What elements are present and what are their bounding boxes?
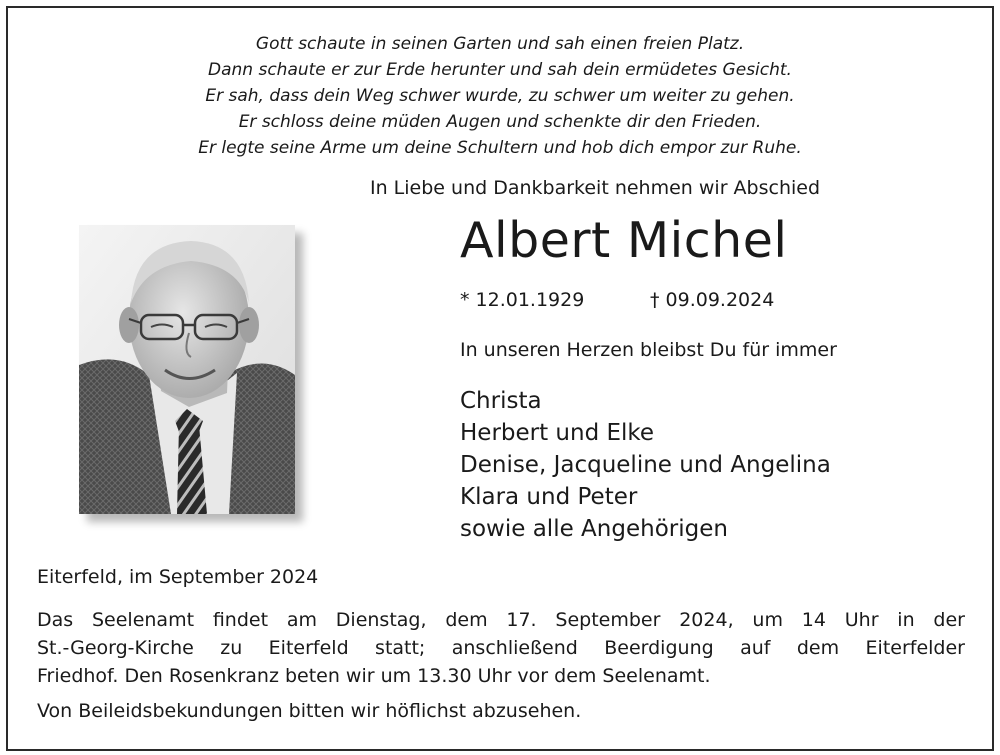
farewell-intro: In Liebe und Dankbarkeit nehmen wir Abschied [370,177,821,199]
life-dates [460,289,775,311]
mourner-name: Denise, Jacqueline und Angelina [460,452,831,478]
condolence-request: Von Beileidsbekundungen bitten wir höflichst abzusehen. [37,700,582,722]
place-and-date: Eiterfeld, im September 2024 [37,566,319,588]
mourners-list [460,385,831,545]
notice-line: St.-Georg-Kirche zu Eiterfeld statt; anschließend Beerdigung auf dem Eiterfelder [37,637,965,659]
poem-line: Dann schaute er zur Erde herunter und sah dein ermüdetes Gesicht. [208,60,792,80]
poem-line: Er schloss deine müden Augen und schenkte dir den Frieden. [238,112,762,132]
portrait-photo [79,225,295,514]
poem-line: Er sah, dass dein Weg schwer wurde, zu schwer um weiter zu gehen. [205,86,795,106]
poem-line: Er legte seine Arme um deine Schultern und hob dich empor zur Ruhe. [198,138,802,158]
poem [0,31,1000,161]
mourner-name: Christa [460,388,542,414]
notice-line: Das Seelenamt findet am Dienstag, dem 17. September 2024, um 14 Uhr in der [37,609,965,631]
mourner-name: Klara und Peter [460,484,638,510]
poem-line: Gott schaute in seinen Garten und sah einen freien Platz. [255,34,745,54]
deceased-name: Albert Michel [460,212,788,269]
notice-line: Friedhof. Den Rosenkranz beten wir um 13.30 Uhr vor dem Seelenamt. [37,665,711,687]
death-date: † 09.09.2024 [650,289,775,311]
memorial-motto: In unseren Herzen bleibst Du für immer [460,339,837,361]
funeral-notice [37,606,965,690]
birth-date: * 12.01.1929 [460,289,585,311]
mourner-name: sowie alle Angehörigen [460,516,728,542]
mourner-name: Herbert und Elke [460,420,655,446]
